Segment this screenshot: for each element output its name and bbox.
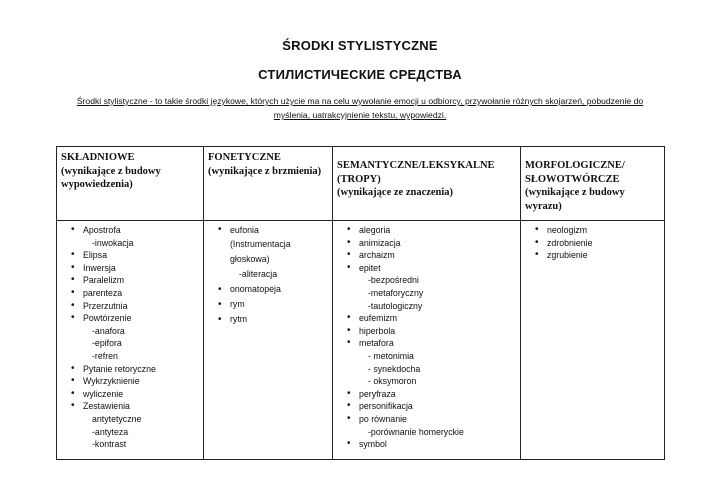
list-item: (Instrumentacja [230, 238, 291, 249]
list-item: • Inwersja [61, 262, 199, 275]
page-title-russian: СТИЛИСТИЧЕСКИЕ СРЕДСТВА [258, 67, 462, 82]
page-title: ŚRODKI STYLISTYCZNE [282, 38, 438, 53]
cell-morfologiczne [521, 221, 665, 460]
list-item: • Wykrzyknienie [61, 375, 199, 388]
list-item: • zgrubienie [525, 249, 660, 262]
cell-semantyczne [333, 221, 521, 460]
list-item: • symbol [337, 438, 516, 451]
list-item: • wyliczenie [61, 388, 199, 401]
list-item: • animizacja [337, 237, 516, 250]
list-item: • metafora [337, 337, 516, 350]
list-item: • epitet [337, 262, 516, 275]
list-item: • rym [208, 297, 328, 312]
list-item: -aliteracja [239, 268, 278, 279]
cell-skladniowe [57, 221, 204, 460]
column-title: SKŁADNIOWE [61, 152, 135, 163]
stylistic-devices-table [56, 146, 665, 460]
list-item: -metaforyczny [368, 287, 424, 298]
list-item: • peryfraza [337, 388, 516, 401]
column-title: SEMANTYCZNE/LEKSYKALNE [337, 160, 495, 171]
column-subtitle: (wynikające z budowy wyrazu) [525, 187, 625, 212]
cell-fonetyczne [204, 221, 333, 460]
list-item: • Apostrofa [61, 224, 199, 237]
list-skladniowe [61, 224, 199, 451]
column-subtitle: (wynikające ze znaczenia) [337, 187, 454, 198]
list-item: • onomatopeja [208, 282, 328, 297]
header-skladniowe [57, 147, 204, 221]
header-morfologiczne [521, 147, 665, 221]
list-item: -refren [92, 350, 118, 361]
list-item: -porównanie homeryckie [368, 426, 464, 437]
list-item: -anafora [92, 325, 125, 336]
column-subtitle: (wynikające z brzmienia) [208, 165, 322, 177]
list-item: -epifora [92, 338, 122, 349]
list-item: antytetyczne [92, 413, 142, 424]
list-item: -tautologiczny [368, 300, 423, 311]
list-item: -inwokacja [92, 237, 134, 248]
intro-paragraph: Środki stylistyczne - to takie środki językowe, których użycie ma na celu wywołanie emocji u odbiorcy, przywołanie różnych skojarzeń, pobudzenie do myślenia, uatrakcyjnienie tekstu, wypowiedzi. [76, 96, 644, 120]
list-item: • zdrobnienie [525, 237, 660, 250]
list-item: • Zestawienia [61, 400, 199, 413]
list-item: • neologizm [525, 224, 660, 237]
column-title: FONETYCZNE [208, 152, 281, 163]
list-item: • po równanie [337, 413, 516, 426]
list-item: • eufemizm [337, 312, 516, 325]
list-item: • Powtórzenie [61, 312, 199, 325]
column-title: MORFOLOGICZNE/ SŁOWOTWÓRCZE [525, 160, 625, 185]
column-subtitle: (wynikające z budowy wypowiedzenia) [61, 165, 161, 190]
column-subtitle-tropy: (TROPY) [337, 173, 381, 185]
list-item: głoskowa) [230, 253, 270, 264]
list-item: - synekdocha [368, 363, 421, 374]
list-item: • eufonia [208, 224, 328, 237]
list-item: - oksymoron [368, 376, 417, 387]
list-item: • Elipsa [61, 249, 199, 262]
list-item: • personifikacja [337, 400, 516, 413]
list-item: • parenteza [61, 287, 199, 300]
list-fonetyczne [208, 224, 328, 327]
list-item: • hiperbola [337, 325, 516, 338]
list-item: -antyteza [92, 426, 129, 437]
list-morfologiczne [525, 224, 660, 262]
header-semantyczne [333, 147, 521, 221]
list-item: - metonimia [368, 350, 414, 361]
header-fonetyczne [204, 147, 333, 221]
list-item: • archaizm [337, 249, 516, 262]
list-item: • Paralelizm [61, 274, 199, 287]
table-header-row [57, 147, 665, 221]
list-item: -bezpośredni [368, 275, 419, 286]
table-body-row [57, 221, 665, 460]
list-item: • Pytanie retoryczne [61, 363, 199, 376]
list-item: -kontrast [92, 439, 127, 450]
list-semantyczne [337, 224, 516, 451]
list-item: • rytm [208, 312, 328, 327]
list-item: • Przerzutnia [61, 300, 199, 313]
list-item: • alegoria [337, 224, 516, 237]
